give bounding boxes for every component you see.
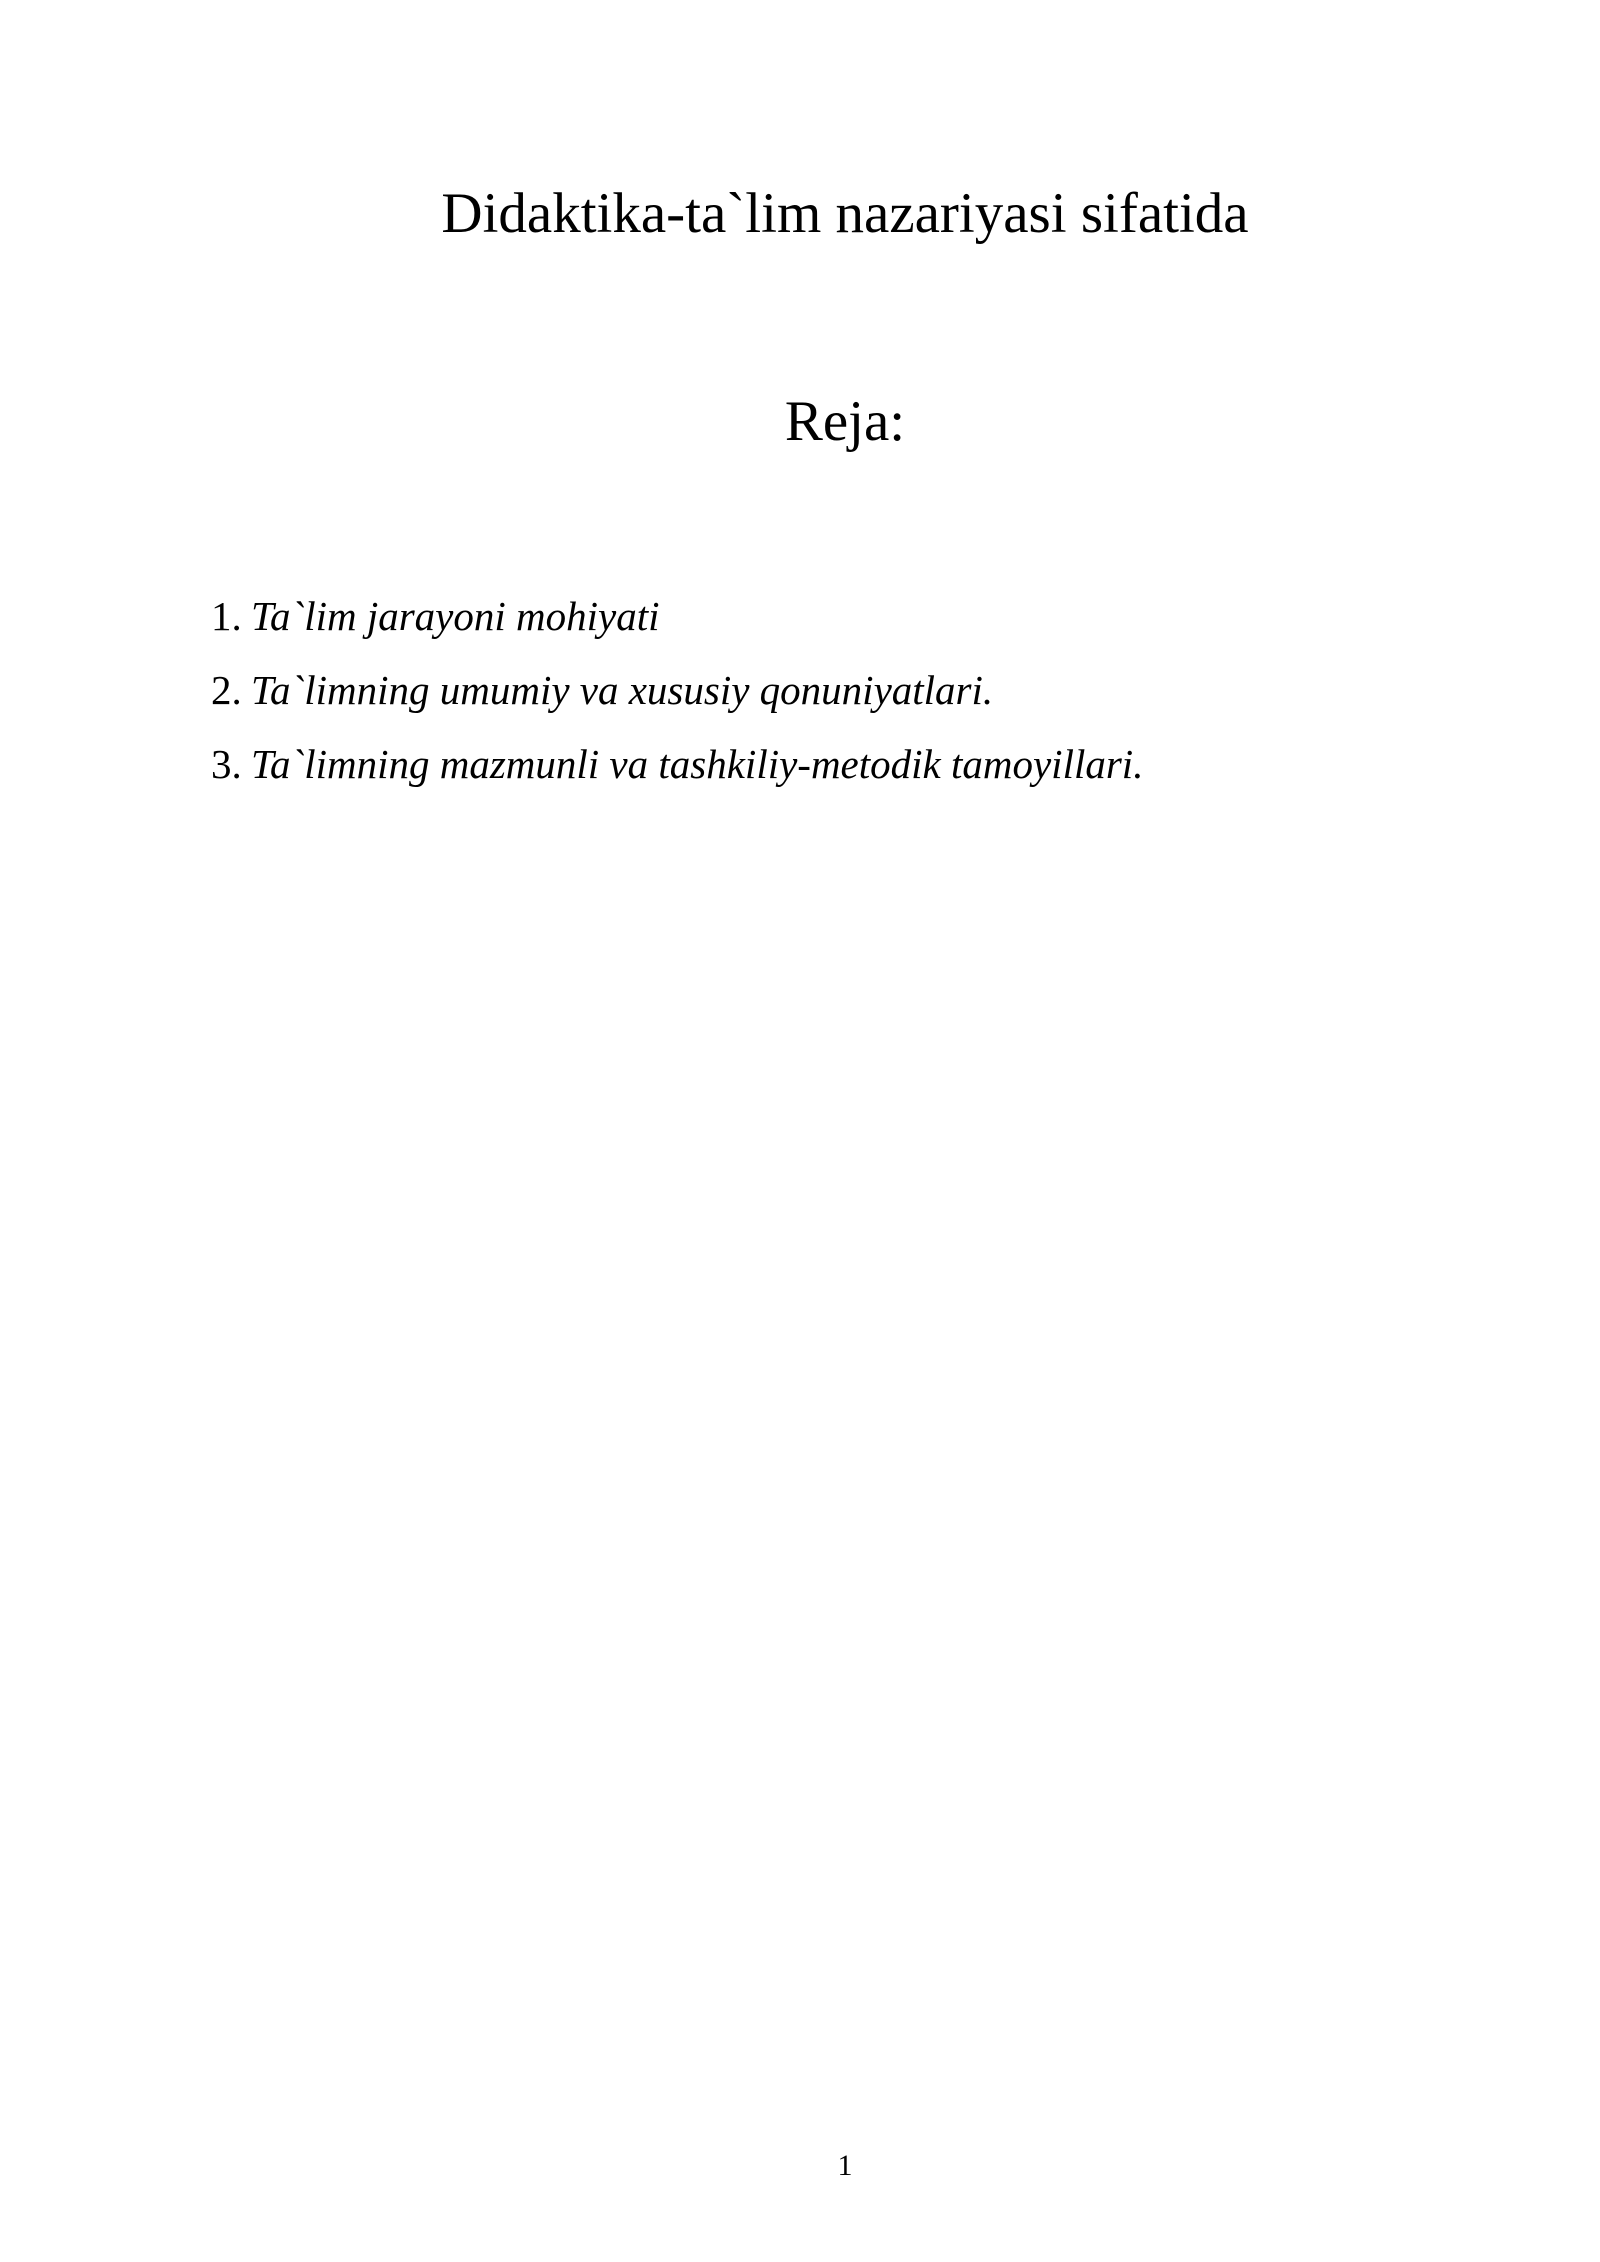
plan-item (211, 658, 1143, 732)
plan-item (211, 584, 1143, 658)
plan-item-number: 2. (211, 667, 242, 713)
page-number: 1 (837, 2149, 853, 2182)
plan-item-number: 1. (211, 593, 242, 639)
plan-item-text: Ta`lim jarayoni mohiyati (251, 593, 660, 639)
plan-item-text: Ta`limning umumiy va xususiy qonuniyatlari. (251, 667, 994, 713)
plan-heading: Reja: (784, 390, 906, 453)
plan-list (211, 584, 1143, 806)
plan-item-text: Ta`limning mazmunli va tashkiliy-metodik tamoyillari. (251, 741, 1144, 787)
plan-item-number: 3. (211, 741, 242, 787)
plan-item (211, 732, 1143, 806)
document-title: Didaktika-ta`lim nazariyasi sifatida (441, 182, 1249, 245)
